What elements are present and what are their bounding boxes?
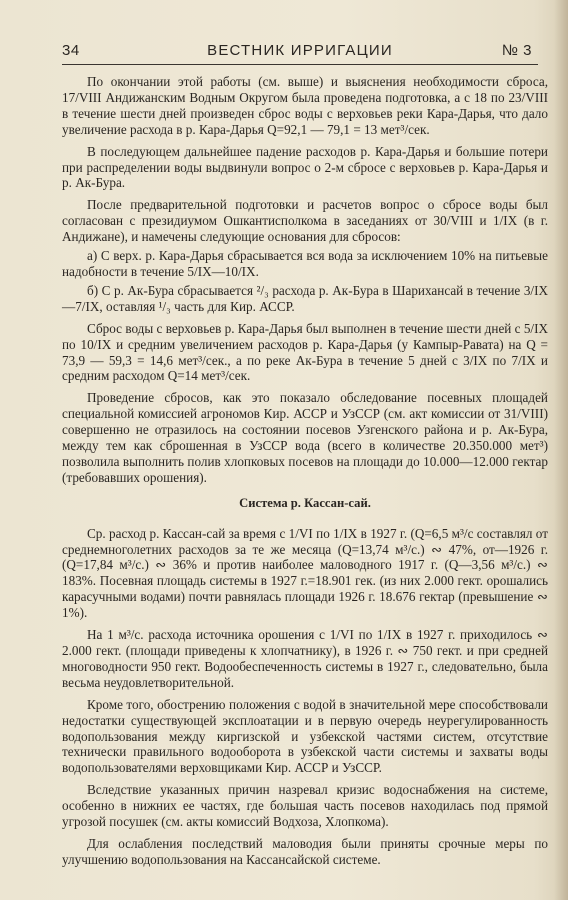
list-item-a: а) С верх. р. Кара-Дарья сбрасывается вся вода за исключением 10% на питьевые надобности в течение 5/IX—10/IX. [62, 248, 548, 279]
issue-number: № 3 [501, 42, 532, 59]
paragraph: В последующем дальнейшее падение расходов р. Кара-Дарья и большие потери при распределении воды выдвинули вопрос о 2-м сбросе с верховьев р. Кара-Дарья и р. Ак-Бура. [62, 143, 548, 191]
paragraph: Сброс воды с верховьев р. Кара-Дарья был выполнен в течение шести дней с 5/IX по 10/IX и средним увеличением расходов р. Кара-Дарья (у Кампыр-Равата) на Q = 73,9 — 59,3 = 14,6 мет³/сек., а по реке Ак-Бура в течение 5 дней с 3/IX по 7/IX и средним расходом Q=14 мет³/сек. [62, 320, 548, 384]
paragraph: По окончании этой работы (см. выше) и выяснения необходимости сброса, 17/VIII Андижанским Водным Округом была проведена подготовка, а с 18 по 23/VIII в течение шести дней произведен сброс воды с верховьев реки Кара-Дарья, что дало увеличение расхода в р. Кара-Дарья Q=92,1 — 79,1 = 13 мет³/сек. [62, 74, 548, 137]
paragraph: Вследствие указанных причин назревал кризис водоснабжения на системе, особенно в нижних ее частях, где большая часть посевов находилась под прямой угрозой посушек (см. акты комиссий Водхоза, Хлопкома). [62, 782, 548, 830]
article-body [62, 74, 548, 874]
paragraph: На 1 м³/с. расхода источника орошения с 1/VI по 1/IX в 1927 г. приходилось ∾ 2.000 гект. (площади приведены к хлопчатнику), в 1926 г. ∾ 750 гект. и при средней многоводности 950 гект. Водообеспеченность системы в 1927 г., следовательно, была весьма неудовлетворительной. [62, 627, 548, 690]
list-item-b: б) С р. Ак-Бура сбрасывается ²/₃ расхода р. Ак-Бура в Шарихансай в течение 3/IX—7/IX, оставляя ¹/₃ часть для Кир. АССР. [62, 282, 548, 314]
paragraph: Проведение сбросов, как это показало обследование посевных площадей специальной комиссией агрономов Кир. АССР и УзССР (см. акт комиссии от 31/VIII) совершенно не отразилось на состоянии посевов Узгенского района и р. Ак-Бура, между тем как сброшенная в УзССР вода (всего в количестве 20.350.000 мет³) позволила выполнить полив хлопковых посевов на площади до 10.000—12.000 гектар (требовавших орошения). [62, 390, 548, 485]
running-header [62, 40, 538, 65]
paragraph: Ср. расход р. Кассан-сай за время с 1/VI по 1/IX в 1927 г. (Q=6,5 м³/с составлял от среднемноголетних расходов за те же месяца (Q=13,74 м³/с.) ∾ 47%, от—1926 г. (Q=17,84 м³/с.) ∾ 36% и против наиболее маловодного 1917 г. (Q—3,56 м³/с.) ∾ 183%. Посевная площадь системы в 1927 г.=18.901 гек. (из них 2.000 гект. орошались карасучными водами) почти равнялась площади 1926 г. 18.676 гектар (превышение ∾ 1%). [62, 525, 548, 621]
paragraph: Для ослабления последствий маловодия были приняты срочные меры по улучшению водопользования на Кассансайской системе. [62, 835, 548, 867]
page-number: 34 [62, 42, 80, 59]
paragraph: Кроме того, обострению положения с водой в значительной мере способствовали недостатки существующей эксплоатации и в первую очередь неурегулированность водопользования между киргизской и узбекской частями систем, отсутствие технически правильного водооборота в узбекской части системы и захваты воды водопользователями верховщиками Кир. АССР и УзССР. [62, 696, 548, 776]
section-heading: Система р. Кассан-сай. [239, 495, 371, 510]
page-spine-shadow [554, 0, 568, 900]
journal-title: ВЕСТНИК ИРРИГАЦИИ [207, 42, 393, 59]
paragraph: После предварительной подготовки и расчетов вопрос о сбросе воды был согласован с президиумом Ошкантисполкома в заседаниях от 30/VIII и 1/IX (в г. Андижане), и намечены следующие основания для сбросов: [62, 197, 548, 245]
